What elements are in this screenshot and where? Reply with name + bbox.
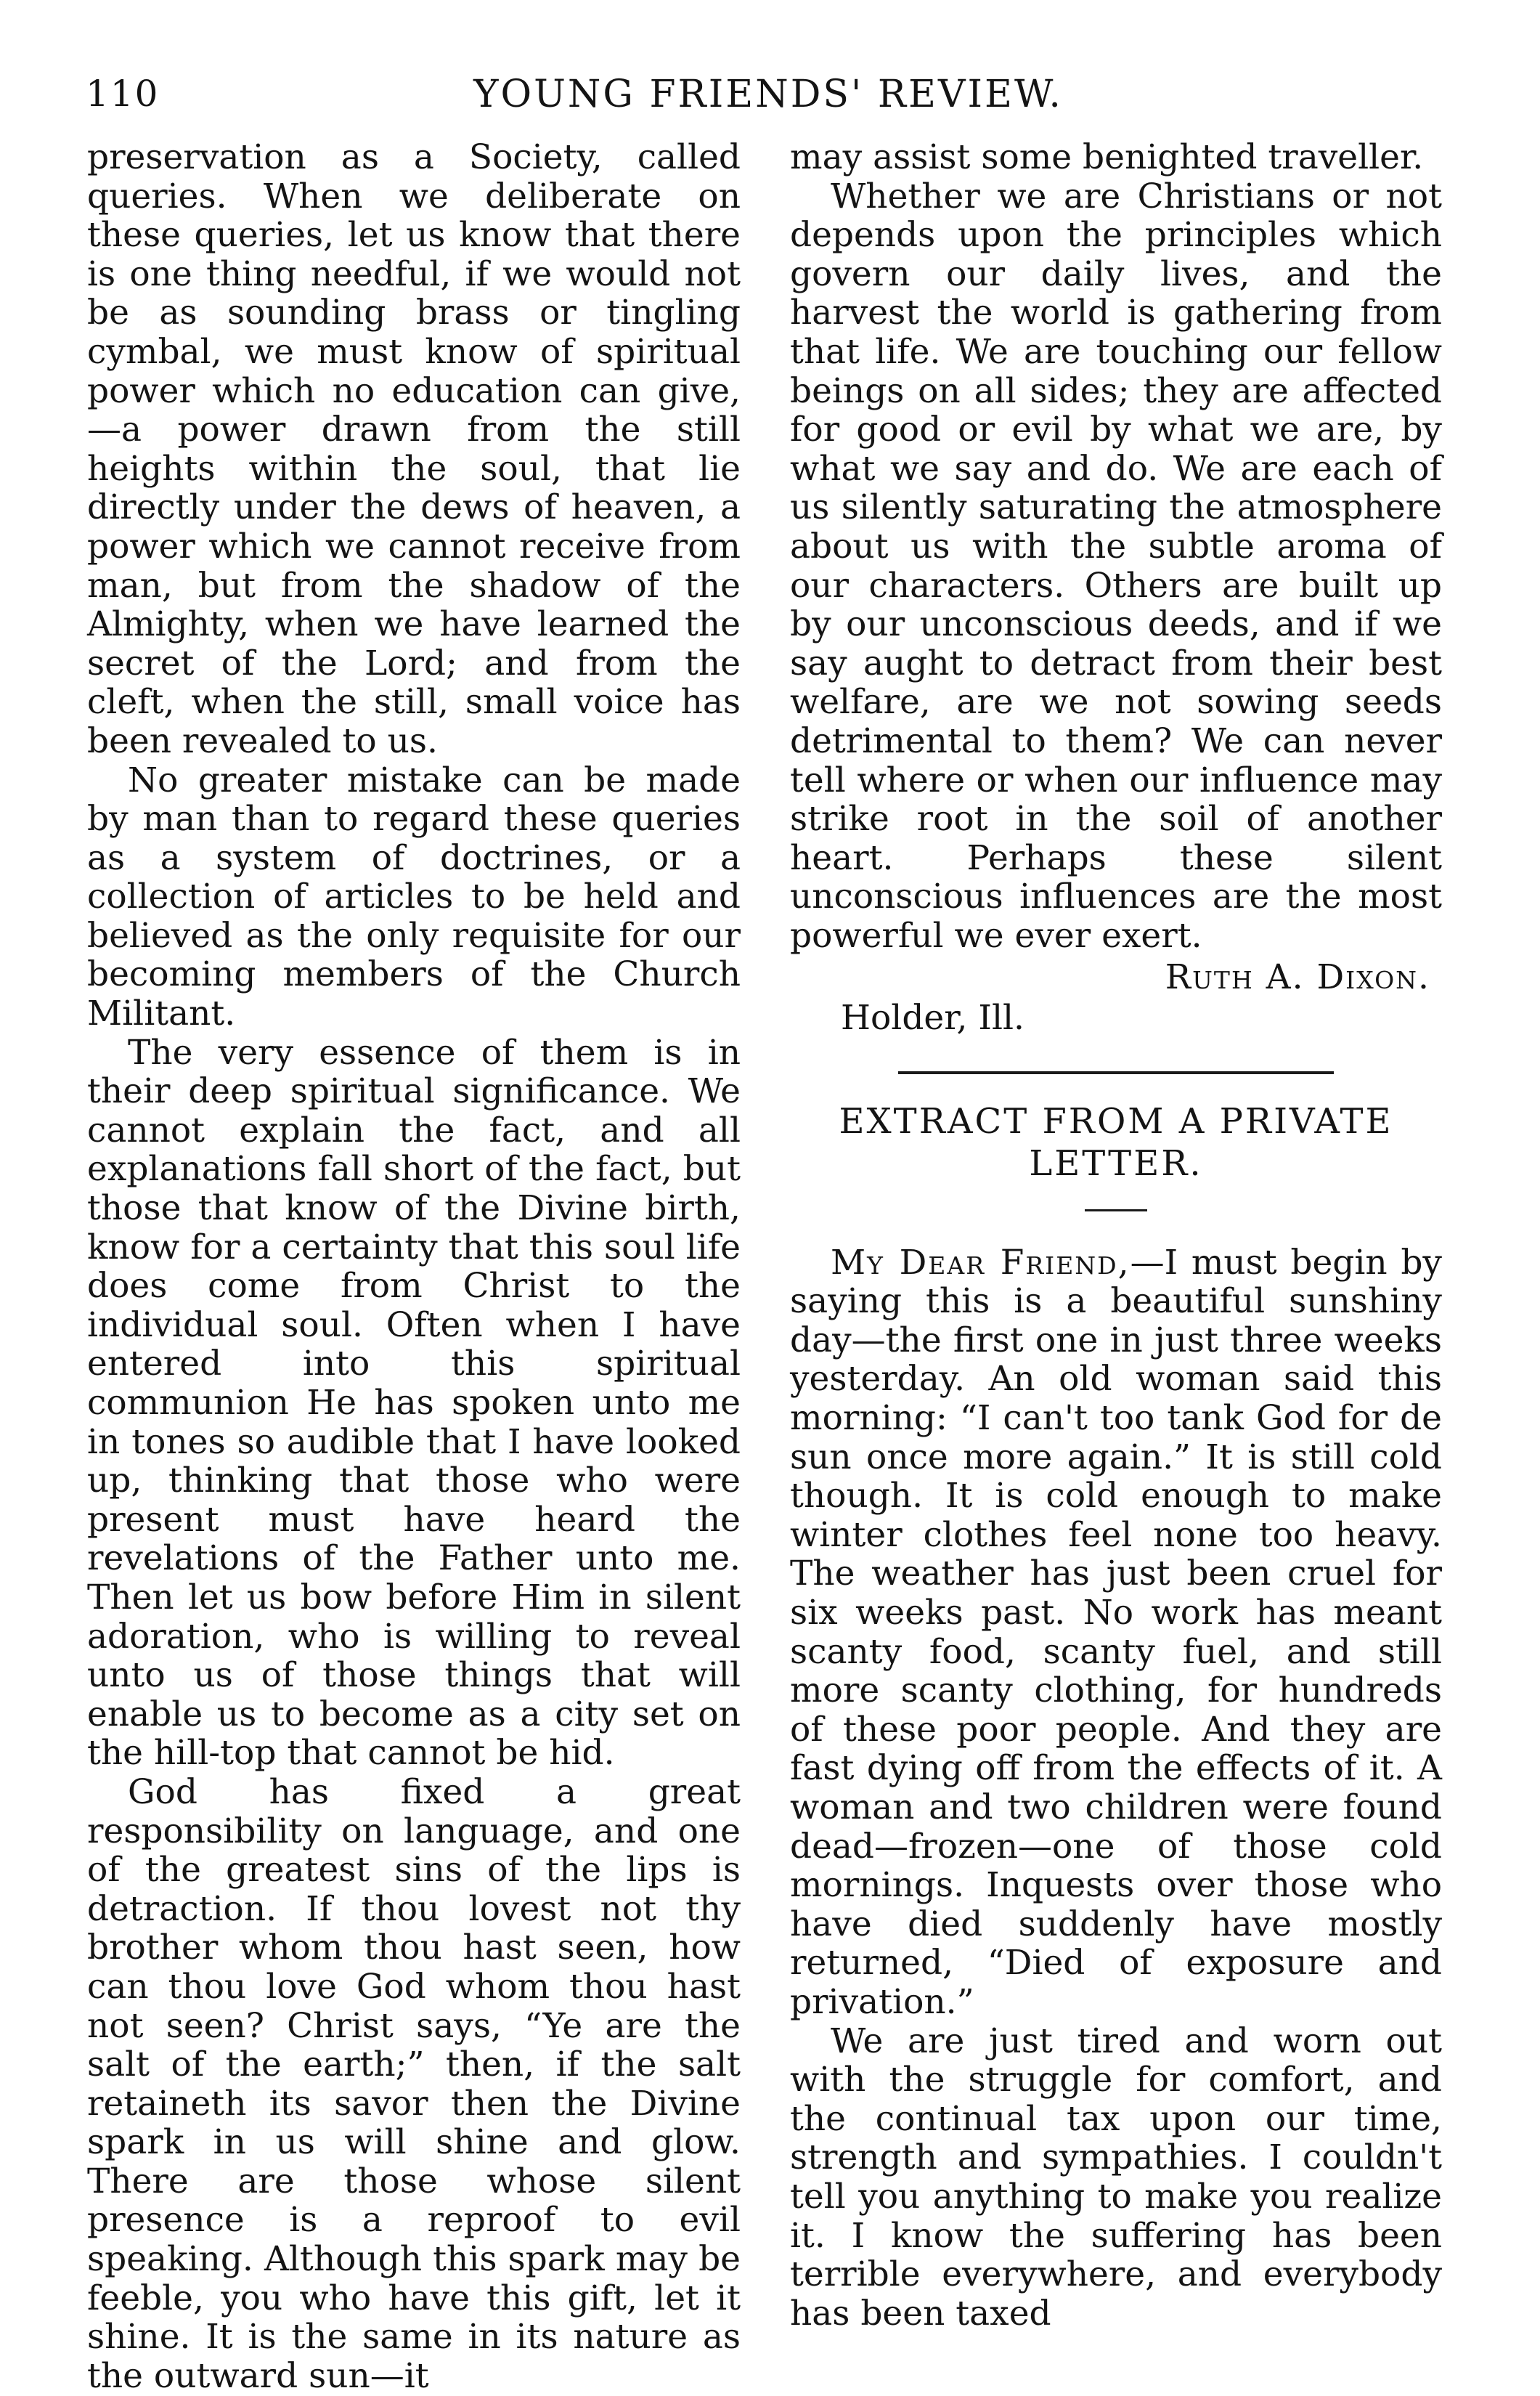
right-column: [790, 138, 1442, 2333]
page-number: 110: [86, 73, 160, 115]
article-title-line: EXTRACT FROM A PRIVATE: [839, 1100, 1393, 1142]
paragraph: may assist some benighted traveller.: [790, 137, 1424, 177]
article-title: [790, 1100, 1442, 1185]
author-signature: Ruth A. Dixon.: [1165, 957, 1430, 998]
paragraph: God has fixed a great responsibility on language, and one of the greatest sins of the lips is detraction. If thou lovest not thy brother whom thou hast seen, how can thou love God whom thou hast not seen? Christ says, “Ye are the salt of the earth;” then, if the salt retaineth its savor then the Divine spark in us will shine and glow. There are those whose silent presence is a reproof to evil speaking. Although this spark may be feeble, you who have this gift, let it shine. It is the same in its nature as the outward sun—it: [87, 1771, 741, 2396]
left-column: [87, 138, 741, 2395]
letter-paragraph: [790, 1243, 1442, 2022]
letter-paragraph: We are just tired and worn out with the struggle for comfort, and the continual tax upon our time, strength and sympathies. I couldn't tell you anything to make you realize it. I know the suffering has been terrible everywhere, and everybody has been taxed: [790, 2021, 1442, 2334]
section-divider: [898, 1071, 1334, 1074]
paragraph: The very essence of them is in their deep spiritual significance. We cannot explain the fact, and all explanations fall short of the fact, but those that know of the Divine birth, know for a certainty that this soul life does come from Christ to the individual soul. Often when I have entered into this spiritual communion He has spoken unto me in tones so audible that I have looked up, thinking that those who were present must have heard the revelations of the Father unto me. Then let us bow before Him in silent adoration, who is willing to reveal unto us of those things that will enable us to become as a city set on the hill-top that cannot be hid.: [87, 1032, 741, 1774]
running-title: YOUNG FRIENDS' REVIEW.: [473, 73, 1063, 116]
salutation: My Dear Friend,: [831, 1242, 1130, 1283]
letter-text: —I must begin by saying this is a beautiful sunshiny day—the first one in just three weeks yesterday. An old woman said this morning: “I can't too tank God for de sun once more again.” It is still cold though. It is cold enough to make winter clothes feel none too heavy. The weather has just been cruel for six weeks past. No work has meant scanty food, scanty fuel, and still more scanty clothing, for hundreds of these poor people. And they are fast dying off from the effects of it. A woman and two children were found dead—frozen—one of those cold mornings. Inquests over those who have died suddenly have mostly returned, “Died of exposure and privation.”: [790, 1242, 1442, 2022]
paragraph: No greater mistake can be made by man than to regard these queries as a system of doctrines, or a collection of articles to be held and believed as the only requisite for our becoming members of the Church Militant.: [87, 760, 741, 1034]
title-divider: [1085, 1209, 1147, 1211]
article-title-line: LETTER.: [1029, 1142, 1203, 1184]
paragraph: preservation as a Society, called queries. When we deliberate on these queries, let us know that there is one thing needful, if we would not be as sounding brass or tingling cymbal, we must know of spiritual power which no education can give,—a power drawn from the still heights within the soul, that lie directly under the dews of heaven, a power which we cannot receive from man, but from the shadow of the Almighty, when we have learned the secret of the Lord; and from the cleft, when the still, small voice has been revealed to us.: [87, 137, 741, 761]
paragraph: Whether we are Christians or not depends upon the principles which govern our daily lives, and the harvest the world is gathering from that life. We are touching our fellow beings on all sides; they are affected for good or evil by what we are, by what we say and do. We are each of us silently saturating the atmosphere about us with the subtle aroma of our characters. Others are built up by our unconscious deeds, and if we say aught to detract from their best welfare, are we not sowing seeds detrimental to them? We can never tell where or when our influence may strike root in the soil of another heart. Perhaps these silent unconscious influences are the most powerful we ever exert.: [790, 176, 1442, 956]
author-place: Holder, Ill.: [841, 998, 1024, 1039]
running-header: [86, 73, 1451, 131]
